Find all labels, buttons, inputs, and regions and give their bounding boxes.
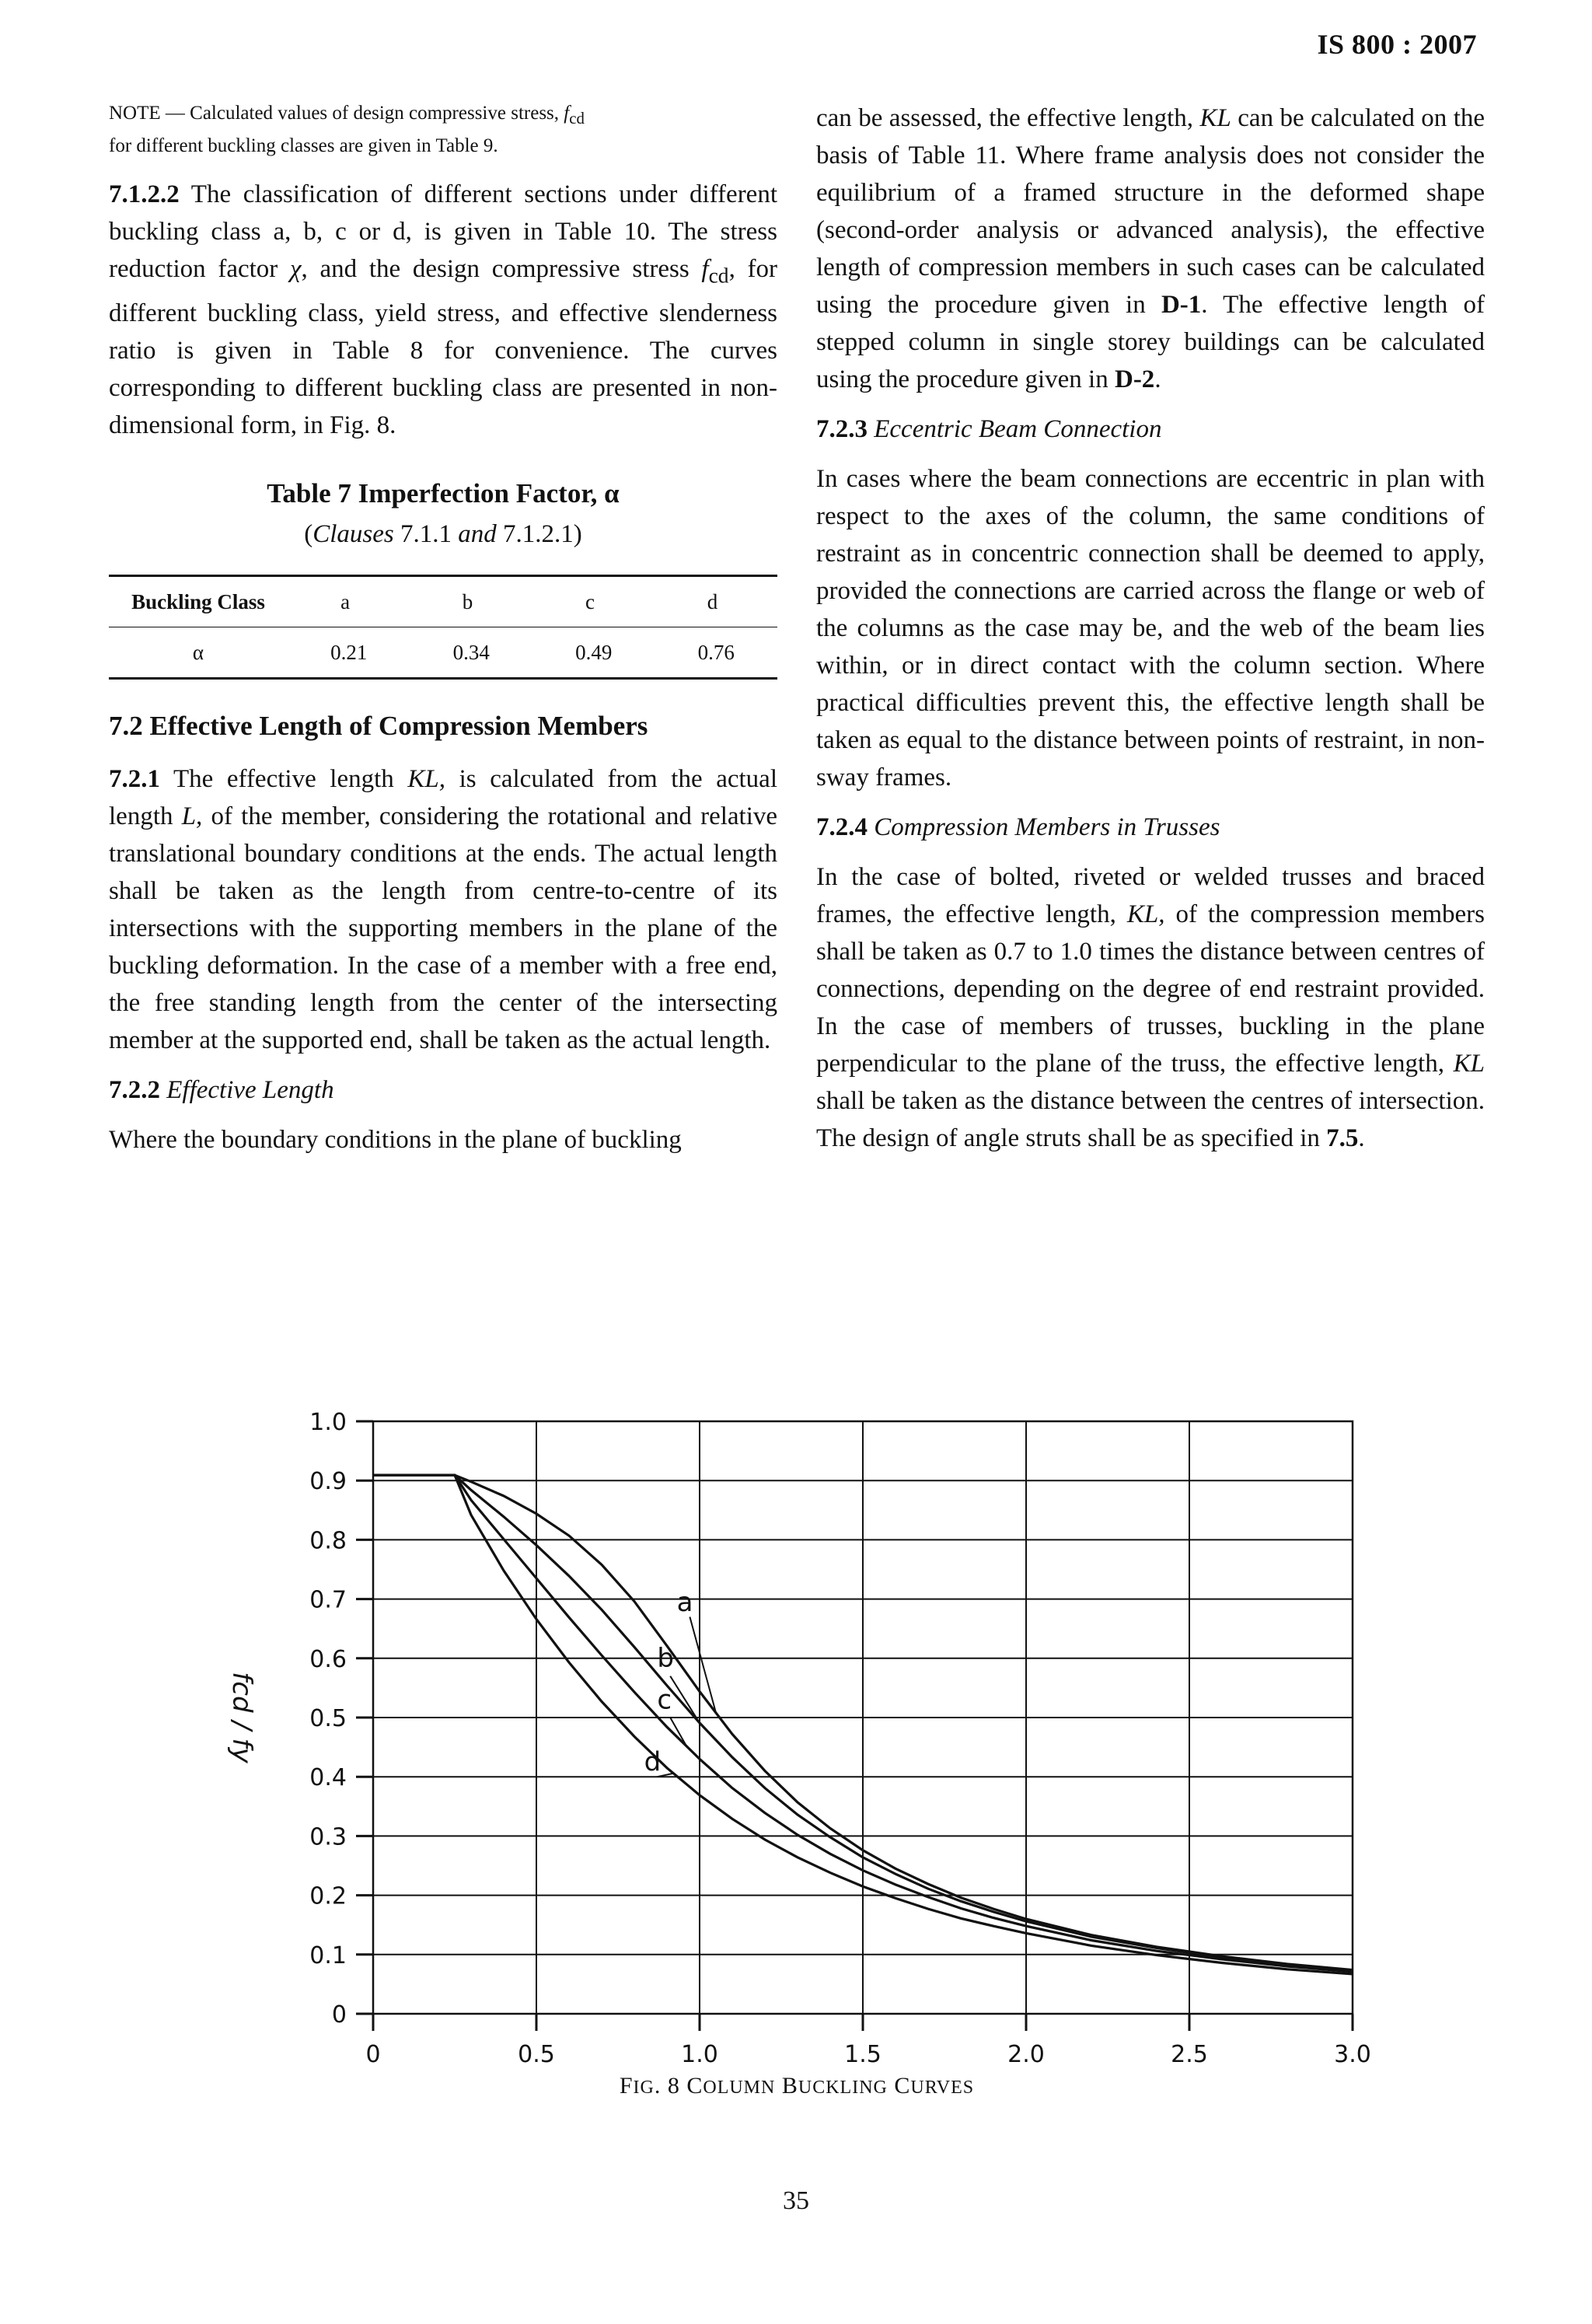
table-row-label: α [192, 640, 204, 664]
y-tick-label: 0.9 [309, 1468, 347, 1496]
y-tick-label: 0.1 [309, 1941, 347, 1969]
y-tick-label: 0.7 [309, 1586, 347, 1614]
chart-grid [373, 1421, 1353, 2014]
y-tick-label: 0.3 [309, 1823, 347, 1851]
clause-7-2-2-start: Where the boundary conditions in the plane of buckling [109, 1125, 682, 1154]
curve-label-d: d [644, 1746, 662, 1778]
clause-7-2-4-heading: 7.2.4 Compression Members in Trusses [816, 813, 1220, 841]
table-value-cell: 0.34 [452, 640, 490, 664]
section-7-2-title: 7.2 Effective Length of Compression Members [109, 710, 648, 741]
y-tick-label: 0.6 [309, 1645, 347, 1673]
figure-caption: FIG. 8 COLUMN BUCKLING CURVES [619, 2073, 975, 2099]
table-7-title: Table 7 Imperfection Factor, α [267, 477, 620, 508]
curve-label-a: a [676, 1586, 693, 1618]
curve-label-c: c [657, 1684, 672, 1716]
annotation-leader [690, 1616, 716, 1712]
table-value-cell: 0.76 [697, 640, 735, 664]
curve-label-b: b [657, 1643, 674, 1675]
clause-7-2-4: In the case of bolted, riveted or welded trusses and braced frames, the effective length, KL, of the compression members shall be taken as 0.7 to 1.0 times the distance between centres of connections, depending on the degree of end restraint provided. In the case of members of trusses, buckling in the plane perpendicular to the plane of the truss, the effective length, KL shall be taken as the distance between the centres of intersection. The design of angle struts shall be as specified in 7.5. [816, 863, 1485, 1152]
clause-7-2-3: In cases where the beam connections are eccentric in plan with respect to the axes of the column, the same conditions of restraint as in concentric connection shall be deemed to apply, provided the connections are carried across the flange or web of the columns as the case may be, and the web of the beam lies within, or in direct contact with the column section. Where practical difficulties prevent this, the effective length shall be taken as equal to the distance between points of restraint, in non-sway frames. [816, 465, 1485, 792]
note-paragraph: NOTE — Calculated values of design compressive stress, $f_{cd}$ for different buckling classes are given in Table 9. [109, 103, 585, 156]
clause-7-1-2-2: 7.1.2.2 The classification of different sections under different buckling class a, b, c or d, is given in Table 10. The stress reduction factor χ, and the design compressive stress $f_{cd}$, for different buckling class, yield stress, and effective slenderness ratio is given in Table 8 for convenience. The curves corresponding to different buckling class are presented in non-dimensional form, in Fig. 8. [109, 180, 777, 439]
standard-header: IS 800 : 2007 [1317, 29, 1477, 60]
clause-7-2-2-cont: can be assessed, the effective length, KL can be calculated on the basis of Table 11. Where frame analysis does not consider the equilibrium of a framed structure in the deformed shape (second-order analysis or advanced analysis), the effective length of compression members in such cases can be calculated using the procedure given in D-1. The effective length of stepped column in single storey buildings can be calculated using the procedure given in D-2. [816, 104, 1486, 393]
x-tick-label: 1.0 [681, 2041, 718, 2068]
x-tick-label: 2.0 [1007, 2041, 1045, 2068]
table-class-cell: b [462, 589, 473, 613]
y-tick-label: 0 [331, 2001, 347, 2029]
chart-labels [226, 1409, 1371, 2068]
y-tick-label: 1.0 [309, 1409, 347, 1436]
clause-7-2-3-heading: 7.2.3 Eccentric Beam Connection [816, 415, 1162, 443]
table-class-cell: a [340, 589, 351, 613]
y-tick-label: 0.2 [309, 1882, 347, 1910]
table-value-cell: 0.49 [575, 640, 613, 664]
table-class-cell: d [707, 589, 718, 613]
x-tick-label: 2.5 [1171, 2041, 1208, 2068]
y-tick-label: 0.8 [309, 1527, 347, 1555]
clause-7-2-1: 7.2.1 The effective length KL, is calculated from the actual length L, of the member, considering the rotational and relative translational boundary conditions at the ends. The actual length shall be taken as the length from centre-to-centre of its intersections with the supporting members in the plane of the buckling deformation. In the case of a member with a free end, the free standing length from the center of the intersecting member at the supported end, shall be taken as the actual length. [109, 764, 778, 1054]
table-7-subtitle: (Clauses 7.1.1 and 7.1.2.1) [304, 519, 582, 548]
clause-7-2-2-heading: 7.2.2 Effective Length [109, 1075, 334, 1104]
table-value-cell: 0.21 [330, 640, 368, 664]
chart-axes [356, 1421, 1353, 2031]
x-tick-label: 0 [365, 2041, 381, 2068]
table-class-cell: c [585, 589, 595, 613]
y-axis-label: fcd / fy [226, 1672, 257, 1763]
y-tick-label: 0.5 [309, 1705, 347, 1732]
x-tick-label: 3.0 [1334, 2041, 1371, 2068]
x-tick-label: 0.5 [518, 2041, 555, 2068]
table-header-label: Buckling Class [131, 589, 265, 613]
page-number: 35 [783, 2186, 809, 2215]
y-tick-label: 0.4 [309, 1764, 347, 1792]
annotation-leader [670, 1676, 700, 1723]
x-tick-label: 1.5 [844, 2041, 882, 2068]
